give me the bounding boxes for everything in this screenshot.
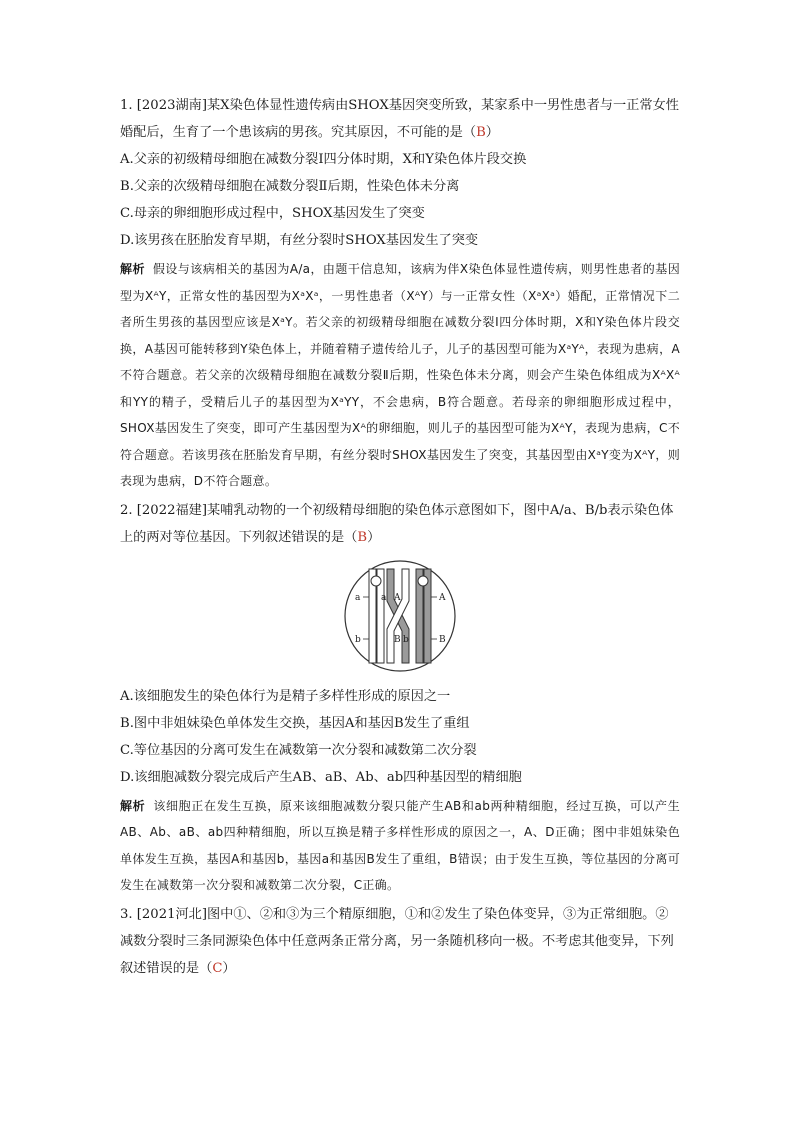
question-1-option-d: D.该男孩在胚胎发育早期，有丝分裂时SHOX基因发生了突变	[120, 233, 479, 248]
question-2-stem: 2. [2022福建]某哺乳动物的一个初级精母细胞的染色体示意图如下，图中A/a、B/b表示染色体上的两对等位基因。下列叙述错误的是（B）	[120, 502, 674, 545]
figure-container	[120, 555, 680, 675]
label-a-inner: a	[381, 592, 387, 603]
label-B-right: B	[439, 634, 446, 645]
label-A-right: A	[439, 592, 446, 603]
label-b-left: b	[355, 634, 361, 645]
label-a-left: a	[355, 592, 361, 603]
question-2-explanation: 解析 该细胞正在发生互换，原来该细胞减数分裂只能产生AB和ab两种精细胞，经过互换，可以产生AB、Ab、aB、ab四种精细胞，所以互换是精子多样性形成的原因之一，A、D正确；图中非姐妹染色单体发生互换，基因A和基因b，基因a和基因B发生了重组，B错误；由于发生互换，等位基因的分离可发生在减数第一次分裂和减数第二次分裂，C正确。	[120, 798, 680, 892]
question-1-option-b: B.父亲的次级精母细胞在减数分裂Ⅱ后期，性染色体未分离	[120, 179, 460, 194]
document-page	[120, 92, 680, 982]
question-3-stem: 3. [2021河北]图中①、②和③为三个精原细胞，①和②发生了染色体变异，③为正常细胞。②减数分裂时三条同源染色体中任意两条正常分离，另一条随机移向一极。不考虑其他变异，下列叙述错误的是（C）	[120, 906, 674, 976]
question-2-option-a: A.该细胞发生的染色体行为是精子多样性形成的原因之一	[120, 688, 451, 704]
label-b-inner: b	[403, 634, 409, 645]
question-1-explanation: 解析 假设与该病相关的基因为A/a，由题干信息知，该病为伴X染色体显性遗传病，则男性患者的基因型为XᴬY，正常女性的基因型为XᵃXᵃ，一男性患者（XᴬY）与一正常女性（XᵃXᵃ）婚配，正常情况下二者所生男孩的基因型应该是XᵃY。若父亲的初级精母细胞在减数分裂Ⅰ四分体时期，X和Y染色体片段交换，A基因可能转移到Y染色体上，并随着精子遗传给儿子，儿子的基因型可能为XᵃYᴬ，表现为患病，A不符合题意。若父亲的次级精母细胞在减数分裂Ⅱ后期，性染色体未分离，则会产生染色体组成为XᴬXᴬ和YY的精子，受精后儿子的基因型为XᵃYY，不会患病，B符合题意。若母亲的卵细胞形成过程中，SHOX基因发生了突变，即可产生基因型为Xᴬ的卵细胞，则儿子的基因型可能为XᴬY，表现为患病，C不符合题意。若该男孩在胚胎发育早期，有丝分裂时SHOX基因发生了突变，其基因型由XᵃY变为XᴬY，则表现为患病，D不符合题意。	[120, 262, 680, 488]
question-1-answer: B	[476, 125, 486, 140]
question-2-answer: B	[357, 529, 368, 545]
question-2-option-c: C.等位基因的分离可发生在减数第一次分裂和减数第二次分裂	[120, 742, 477, 758]
label-A-inner: A	[394, 592, 401, 603]
question-1-option-a: A.父亲的初级精母细胞在减数分裂Ⅰ四分体时期，X和Y染色体片段交换	[120, 152, 527, 167]
chromosome-diagram	[343, 559, 457, 673]
question-2-option-b: B.图中非姐妹染色单体发生交换，基因A和基因B发生了重组	[120, 715, 470, 731]
question-3-answer: C	[212, 960, 223, 976]
question-1-option-c: C.母亲的卵细胞形成过程中，SHOX基因发生了突变	[120, 206, 425, 221]
label-B-inner: B	[394, 634, 401, 645]
question-1-stem: 1. [2023湖南]某X染色体显性遗传病由SHOX基因突变所致，某家系中一男性患者与一正常女性婚配后，生育了一个患该病的男孩。究其原因，不可能的是（B）	[120, 98, 679, 140]
question-2-option-d: D.该细胞减数分裂完成后产生AB、aB、Ab、ab四种基因型的精细胞	[120, 769, 522, 785]
